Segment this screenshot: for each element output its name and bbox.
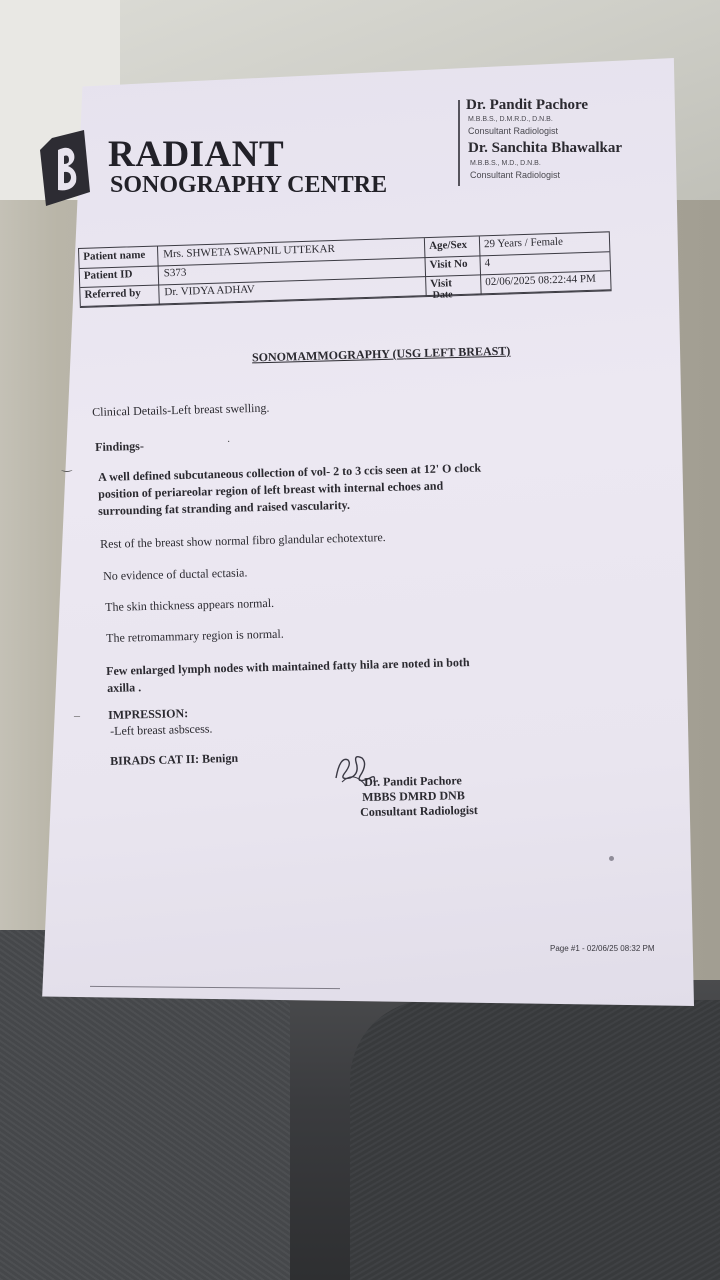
margin-mark: ‿ [62,458,72,472]
finding-5: The retromammary region is normal. [106,626,284,645]
stray-mark [609,856,614,861]
referred-by-value: Dr. VIDYA ADHAV [164,283,255,299]
margin-mark: – [74,708,80,722]
visit-date-label-2: Date [432,289,453,301]
footer-rule [90,986,340,989]
doctor-2-qualification: M.B.B.S., M.D., D.N.B. [470,160,541,167]
brand-name: RADIANT [108,134,285,175]
doctor-1-qualification: M.B.B.S., D.M.R.D., D.N.B. [468,116,553,123]
visit-date-value: 02/06/2025 08:22:44 PM [485,272,597,289]
stray-mark: · [227,437,231,448]
doctor-2-title: Consultant Radiologist [470,170,561,180]
brand-subtitle: SONOGRAPHY CENTRE [110,172,388,198]
signatory-name: Dr. Pandit Pachore [364,773,462,789]
finding-1-line-2: position of periareolar region of left breast with internal echoes and [98,478,444,501]
findings-label: Findings- [95,438,145,454]
impression-text: -Left breast asbscess. [110,721,213,738]
visit-no-value: 4 [484,257,491,270]
birads-category: BIRADS CAT II: Benign [110,750,239,768]
finding-1-line-3: surrounding fat stranding and raised vascularity. [98,497,351,518]
doctor-1-title: Consultant Radiologist [468,126,559,136]
patient-info-table [78,231,612,308]
finding-4: The skin thickness appears normal. [105,595,275,614]
clinical-details: Clinical Details-Left breast swelling. [92,400,270,419]
finding-1-line-1: A well defined subcutaneous collection of vol- 2 to 3 ccis seen at 12' O clock [98,460,482,484]
finding-6-line-2: axilla . [107,680,142,695]
age-sex-value: 29 Years / Female [483,235,564,251]
header-divider [458,100,460,186]
report-title: SONOMAMMOGRAPHY (USG LEFT BREAST) [251,343,511,365]
visit-no-label: Visit No [429,257,468,271]
signatory-qualification: MBBS DMRD DNB [362,788,465,804]
finding-3: No evidence of ductal ectasia. [103,565,248,583]
page-footer: Page #1 - 02/06/25 08:32 PM [550,944,655,953]
age-sex-label: Age/Sex [428,238,468,252]
impression-label: IMPRESSION: [108,706,189,722]
doctor-1-name: Dr. Pandit Pachore [466,97,589,113]
signatory-title: Consultant Radiologist [360,802,478,819]
patient-id-value: S373 [163,266,187,280]
visit-date-label: Visit [430,277,453,290]
patient-id-label: Patient ID [83,268,133,282]
referred-by-label: Referred by [84,287,141,301]
patient-name-label: Patient name [83,248,146,263]
finding-6-line-1: Few enlarged lymph nodes with maintained fatty hila are noted in both [106,655,470,678]
logo-icon [40,130,90,210]
doctor-2-name: Dr. Sanchita Bhawalkar [468,140,623,156]
patient-name-value: Mrs. SHWETA SWAPNIL UTTEKAR [163,242,336,261]
finding-2: Rest of the breast show normal fibro glandular echotexture. [100,530,386,551]
